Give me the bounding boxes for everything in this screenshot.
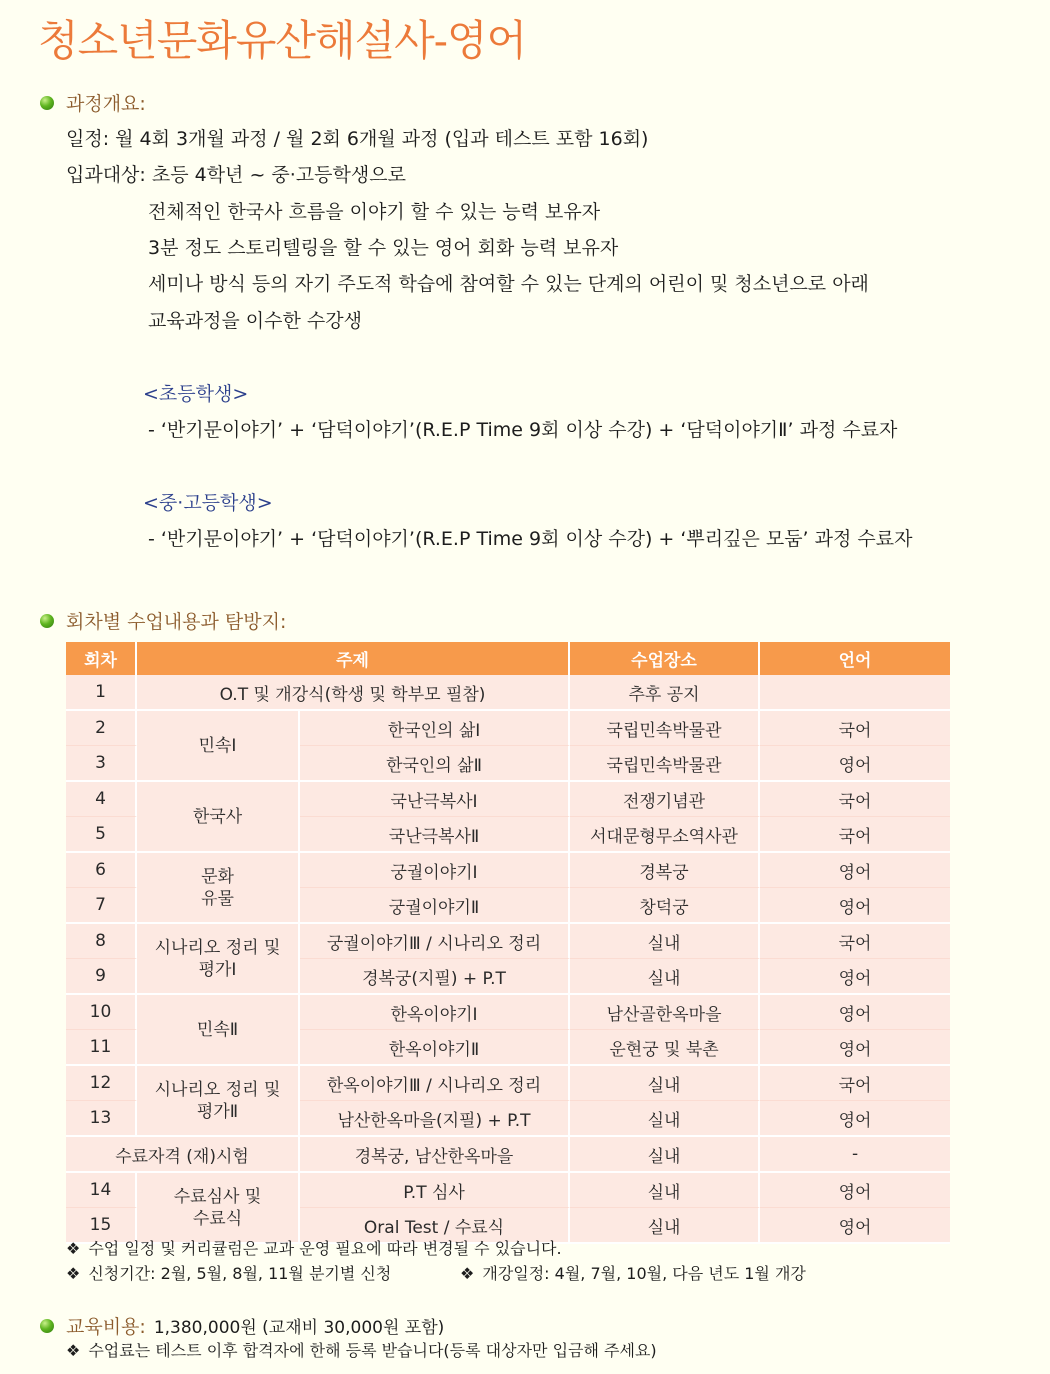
session-no: 9: [66, 959, 137, 995]
diamond-bullet-icon: ❖: [66, 1341, 81, 1360]
place: 국립민속박물관: [570, 746, 760, 782]
topic-group-line: 수료심사 및: [173, 1186, 262, 1207]
subtopic: 국난극복사Ⅰ: [300, 782, 570, 817]
place: 실내: [570, 1137, 760, 1173]
subtopic: 궁궐이야기Ⅱ: [300, 888, 570, 924]
place: 실내: [570, 1101, 760, 1137]
place: 실내: [570, 1173, 760, 1208]
language: 국어: [760, 782, 950, 817]
schedule-table: [66, 642, 950, 1244]
green-bullet-icon: [40, 614, 54, 628]
criteria-item: 전체적인 한국사 흐름을 이야기 할 수 있는 능력 보유자: [148, 201, 601, 223]
note-application-period: [66, 1261, 391, 1284]
table-row: [66, 853, 950, 888]
language: -: [760, 1137, 950, 1173]
topic-group: [137, 924, 300, 995]
place: 실내: [570, 1208, 760, 1244]
session-no: 13: [66, 1101, 137, 1137]
criteria-item: 3분 정도 스토리텔링을 할 수 있는 영어 회화 능력 보유자: [148, 237, 619, 259]
topic-group: [137, 1066, 300, 1137]
header-language: 언어: [760, 642, 950, 675]
place: 실내: [570, 1066, 760, 1101]
topic-group-line: 시나리오 정리 및: [154, 937, 281, 958]
target-text: 입과대상: 초등 4학년 ~ 중·고등학생으로: [66, 164, 406, 186]
subtopic: 한옥이야기Ⅰ: [300, 995, 570, 1030]
table-row: [66, 1173, 950, 1208]
table-row: [66, 711, 950, 746]
diamond-bullet-icon: ❖: [66, 1239, 81, 1258]
session-no: 3: [66, 746, 137, 782]
cost-heading-label: 교육비용:: [66, 1316, 146, 1338]
language: 영어: [760, 888, 950, 924]
page-title: 청소년문화유산해설사-영어: [38, 16, 527, 65]
language: 국어: [760, 711, 950, 746]
subtopic: Oral Test / 수료식: [300, 1208, 570, 1244]
language: 국어: [760, 924, 950, 959]
language: [760, 675, 950, 711]
topic-group-line: 평가Ⅰ: [198, 959, 237, 980]
language: 국어: [760, 1066, 950, 1101]
secondary-heading: <중·고등학생>: [143, 492, 273, 514]
session-no: 7: [66, 888, 137, 924]
subtopic: 국난극복사Ⅱ: [300, 817, 570, 853]
session-no: 8: [66, 924, 137, 959]
place: 경복궁: [570, 853, 760, 888]
session-no: 15: [66, 1208, 137, 1244]
subtopic: P.T 심사: [300, 1173, 570, 1208]
session-no: 1: [66, 675, 137, 711]
diamond-bullet-icon: ❖: [460, 1264, 475, 1283]
elementary-requirement: - ‘반기문이야기’ + ‘담덕이야기’(R.E.P Time 9회 이상 수강) + ‘담덕이야기Ⅱ’ 과정 수료자: [148, 419, 898, 441]
place: 실내: [570, 959, 760, 995]
language: 국어: [760, 817, 950, 853]
session-no: 11: [66, 1030, 137, 1066]
session-no: 4: [66, 782, 137, 817]
session-no: 2: [66, 711, 137, 746]
place: 국립민속박물관: [570, 711, 760, 746]
elementary-heading: <초등학생>: [143, 383, 249, 405]
criteria-item: 교육과정을 이수한 수강생: [148, 310, 362, 332]
subtopic: 한옥이야기Ⅱ: [300, 1030, 570, 1066]
place: 창덕궁: [570, 888, 760, 924]
topic-group-line: 문화: [201, 866, 234, 887]
topic-group-line: 시나리오 정리 및: [154, 1079, 281, 1100]
language: 영어: [760, 1208, 950, 1244]
cost-value: 1,380,000원 (교재비 30,000원 포함): [153, 1318, 445, 1338]
session-no: 6: [66, 853, 137, 888]
schedule-heading-label: 회차별 수업내용과 탐방지:: [66, 611, 287, 633]
session-no: 12: [66, 1066, 137, 1101]
language: 영어: [760, 1101, 950, 1137]
schedule-text: 일정: 월 4회 3개월 과정 / 월 2회 6개월 과정 (입과 테스트 포함 16회): [66, 128, 649, 150]
exam-label: 수료자격 (재)시험: [66, 1137, 300, 1173]
subtopic: 한국인의 삶Ⅱ: [300, 746, 570, 782]
topic-group: [137, 1173, 300, 1244]
subtopic: 경복궁, 남산한옥마을: [300, 1137, 570, 1173]
cost-heading: [40, 1312, 444, 1339]
session-no: 10: [66, 995, 137, 1030]
language: 영어: [760, 746, 950, 782]
note-text: 신청기간: 2월, 5월, 8월, 11월 분기별 신청: [88, 1264, 392, 1283]
topic-group: 한국사: [137, 782, 300, 853]
table-row: [66, 924, 950, 959]
language: 영어: [760, 959, 950, 995]
language: 영어: [760, 853, 950, 888]
place: 운현궁 및 북촌: [570, 1030, 760, 1066]
table-row: [66, 1066, 950, 1101]
criteria-item: 세미나 방식 등의 자기 주도적 학습에 참여할 수 있는 단계의 어린이 및 청소년으로 아래: [148, 273, 869, 295]
header-session: 회차: [66, 642, 137, 675]
table-header-row: [66, 642, 950, 675]
topic-group-line: 수료식: [192, 1208, 243, 1229]
subtopic: 궁궐이야기Ⅰ: [300, 853, 570, 888]
table-row: [66, 995, 950, 1030]
language: 영어: [760, 1030, 950, 1066]
language: 영어: [760, 995, 950, 1030]
overview-heading-label: 과정개요:: [66, 93, 146, 115]
place: 추후 공지: [570, 675, 760, 711]
topic-group-line: 유물: [201, 888, 234, 909]
topic-group-line: 평가Ⅱ: [196, 1101, 239, 1122]
table-row: [66, 1137, 950, 1173]
place: 실내: [570, 924, 760, 959]
note-tuition: [66, 1338, 657, 1361]
topic: O.T 및 개강식(학생 및 학부모 필참): [137, 675, 570, 711]
note-text: 수업 일정 및 커리큘럼은 교과 운영 필요에 따라 변경될 수 있습니다.: [88, 1239, 562, 1258]
language: 영어: [760, 1173, 950, 1208]
overview-heading: [40, 89, 146, 116]
session-no: 14: [66, 1173, 137, 1208]
place: 전쟁기념관: [570, 782, 760, 817]
header-topic: 주제: [137, 642, 570, 675]
subtopic: 한옥이야기Ⅲ / 시나리오 정리: [300, 1066, 570, 1101]
note-text: 수업료는 테스트 이후 합격자에 한해 등록 받습니다(등록 대상자만 입금해 주세요): [88, 1341, 657, 1360]
note-start-schedule: [460, 1261, 806, 1284]
subtopic: 궁궐이야기Ⅲ / 시나리오 정리: [300, 924, 570, 959]
place: 남산골한옥마을: [570, 995, 760, 1030]
schedule-heading: [40, 607, 286, 634]
topic-group: 민속Ⅰ: [137, 711, 300, 782]
topic-group: 민속Ⅱ: [137, 995, 300, 1066]
table-row: [66, 675, 950, 711]
session-no: 5: [66, 817, 137, 853]
subtopic: 한국인의 삶Ⅰ: [300, 711, 570, 746]
diamond-bullet-icon: ❖: [66, 1264, 81, 1283]
table-row: [66, 782, 950, 817]
place: 서대문형무소역사관: [570, 817, 760, 853]
note-text: 개강일정: 4월, 7월, 10월, 다음 년도 1월 개강: [482, 1264, 806, 1283]
secondary-requirement: - ‘반기문이야기’ + ‘담덕이야기’(R.E.P Time 9회 이상 수강) + ‘뿌리깊은 모둠’ 과정 수료자: [148, 528, 913, 550]
subtopic: 경복궁(지필) + P.T: [300, 959, 570, 995]
header-place: 수업장소: [570, 642, 760, 675]
green-bullet-icon: [40, 1319, 54, 1333]
note-curriculum-change: [66, 1236, 562, 1259]
green-bullet-icon: [40, 96, 54, 110]
subtopic: 남산한옥마을(지필) + P.T: [300, 1101, 570, 1137]
topic-group: [137, 853, 300, 924]
